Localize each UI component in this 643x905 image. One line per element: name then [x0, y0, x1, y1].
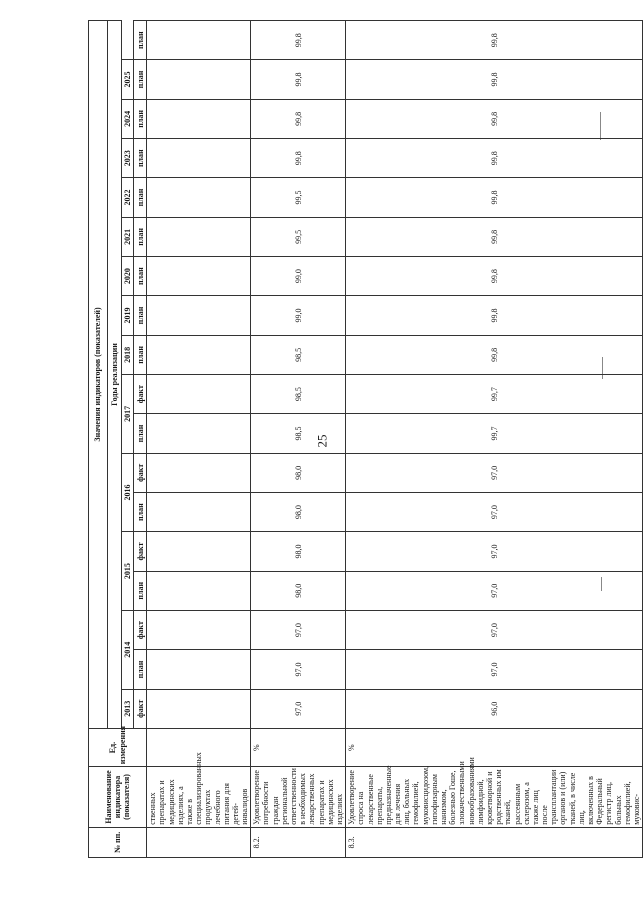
row-value: 98,0: [251, 532, 346, 571]
row-unit: %: [346, 728, 643, 766]
table-row: [147, 21, 251, 858]
header-year: 2019: [122, 296, 134, 335]
row-value: [147, 571, 251, 610]
row-value: [147, 99, 251, 138]
header-sub: план: [134, 492, 147, 531]
header-sub: факт: [134, 610, 147, 649]
row-value: 97,0: [346, 532, 643, 571]
row-value: 99,7: [346, 414, 643, 453]
header-year: 2025: [122, 60, 134, 99]
header-sub: план: [134, 99, 147, 138]
header-sub: план: [134, 21, 147, 60]
header-year: 2017: [122, 374, 134, 453]
header-year: 2024: [122, 99, 134, 138]
row-value: 98,5: [251, 335, 346, 374]
page-number: 25: [314, 434, 330, 448]
row-value: 99,5: [251, 217, 346, 256]
row-value: 99,8: [251, 60, 346, 99]
header-sub: факт: [134, 374, 147, 413]
header-num: № пп.: [89, 827, 147, 857]
header-year: 2014: [122, 610, 134, 689]
table-row: [251, 21, 346, 858]
row-value: 99,0: [251, 296, 346, 335]
header-sub: план: [134, 296, 147, 335]
row-value: [147, 178, 251, 217]
row-value: 96,0: [346, 689, 643, 728]
table-row: [346, 21, 643, 858]
row-value: 99,8: [346, 99, 643, 138]
row-value: 97,0: [251, 689, 346, 728]
row-value: [147, 374, 251, 413]
header-name: Наименование индикатора (показателя): [89, 767, 147, 828]
header-sub: факт: [134, 453, 147, 492]
row-value: 99,0: [251, 257, 346, 296]
row-value: 97,0: [346, 492, 643, 531]
row-value: 99,8: [346, 217, 643, 256]
row-value: 99,8: [251, 21, 346, 60]
row-value: 97,0: [251, 610, 346, 649]
row-num: [147, 827, 251, 857]
row-num: 8.2.: [251, 827, 346, 857]
row-value: 97,0: [251, 650, 346, 689]
row-value: [147, 335, 251, 374]
header-unit: Ед. измерения: [89, 728, 147, 766]
row-name: ственных препаратах и медицинских изделиях, а также в специализированных продуктах лечебного питания для детей-инвалидов: [147, 767, 251, 828]
header-values-title: Значения индикаторов (показателей): [89, 21, 108, 729]
row-name: Удовлетворение потребности граждан региональной ответственности в необходимых лекарственных препаратах и медицинских изделиях: [251, 767, 346, 828]
indicators-table: [88, 20, 643, 858]
header-year: 2022: [122, 178, 134, 217]
header-year: 2021: [122, 217, 134, 256]
header-sub: план: [134, 335, 147, 374]
row-value: [147, 296, 251, 335]
row-value: 98,5: [251, 414, 346, 453]
header-year: 2015: [122, 532, 134, 611]
row-value: [147, 21, 251, 60]
row-value: 99,8: [346, 296, 643, 335]
header-sub: план: [134, 139, 147, 178]
header-sub: план: [134, 414, 147, 453]
row-value: [147, 414, 251, 453]
header-sub: факт: [134, 689, 147, 728]
row-value: 99,8: [251, 139, 346, 178]
row-value: [147, 60, 251, 99]
row-unit: %: [251, 728, 346, 766]
indicators-table-rotated: [88, 20, 641, 858]
row-value: [147, 139, 251, 178]
row-value: 99,5: [251, 178, 346, 217]
row-value: 99,8: [346, 139, 643, 178]
row-value: 97,0: [346, 650, 643, 689]
row-value: 97,0: [346, 610, 643, 649]
row-value: [147, 610, 251, 649]
row-value: [147, 217, 251, 256]
header-sub: план: [134, 178, 147, 217]
row-value: 99,8: [346, 21, 643, 60]
row-value: 97,0: [346, 453, 643, 492]
row-value: [147, 257, 251, 296]
row-value: 99,8: [346, 178, 643, 217]
row-value: [147, 689, 251, 728]
row-value: 99,7: [346, 374, 643, 413]
header-year: 2020: [122, 257, 134, 296]
row-value: [147, 532, 251, 571]
row-value: 99,8: [346, 335, 643, 374]
row-value: 98,0: [251, 492, 346, 531]
header-year: 2018: [122, 335, 134, 374]
row-value: 99,8: [251, 99, 346, 138]
header-sub: план: [134, 650, 147, 689]
row-value: 97,0: [346, 571, 643, 610]
row-value: [147, 453, 251, 492]
row-value: 98,0: [251, 453, 346, 492]
header-year: 2023: [122, 139, 134, 178]
row-value: 99,8: [346, 60, 643, 99]
row-num: 8.3.: [346, 827, 643, 857]
row-name: Удовлетворение спроса на лекарственные препараты, предназначенные для лечения лиц, больных гемофилией, муковисцидозом, гипофизарным нанизмом, болезнью Гоше, злокачественными новообразованиями лимфоидной, кроветворной и родственных им тканей, рассеянным склерозом, а также лиц после трансплантации органов и (или) тканей, в числе лиц, включенных в Федеральный регистр лиц, больных гемофилией, муковис-: [346, 767, 643, 828]
header-year: 2016: [122, 453, 134, 532]
header-sub: план: [134, 571, 147, 610]
row-value: 98,5: [251, 374, 346, 413]
header-years-title: Годы реализации: [108, 21, 122, 729]
header-year: 2013: [122, 689, 134, 728]
header-sub: план: [134, 217, 147, 256]
header-sub: план: [134, 60, 147, 99]
row-value: [147, 492, 251, 531]
row-value: [147, 650, 251, 689]
row-value: 98,0: [251, 571, 346, 610]
row-value: 99,8: [346, 257, 643, 296]
header-sub: факт: [134, 532, 147, 571]
header-sub: план: [134, 257, 147, 296]
